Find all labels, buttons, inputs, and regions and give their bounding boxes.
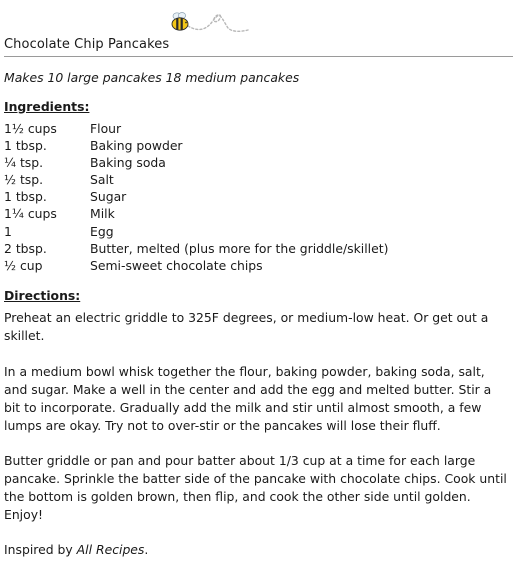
ingredient-name: Milk (90, 206, 115, 222)
credit-prefix: Inspired by (4, 542, 77, 557)
direction-step: In a medium bowl whisk together the flour, baking powder, baking soda, salt, and sugar. Make a well in the center and add the egg and melted butter. Stir a bit to incorporate. Gradually add the milk and stir until almost smooth, a few lumps are okay. Try not to over-stir or the pancakes will lose their fluff. (4, 364, 492, 433)
ingredient-row (4, 137, 504, 154)
ingredient-quantity: 1 (4, 223, 12, 239)
ingredient-quantity: 1¼ cups (4, 206, 57, 222)
ingredient-name: Flour (90, 121, 122, 136)
ingredient-row (4, 257, 504, 274)
ingredient-quantity: 1 tbsp. (4, 189, 47, 205)
ingredient-name: Butter, melted (plus more for the griddle/skillet) (90, 240, 389, 256)
recipe-title: Chocolate Chip Pancakes (4, 37, 170, 52)
ingredient-quantity: 2 tbsp. (4, 240, 47, 256)
ingredient-name: Egg (90, 223, 114, 239)
ingredient-quantity: ½ cup (4, 257, 43, 273)
ingredient-row (4, 171, 504, 188)
ingredient-quantity: 1½ cups (4, 121, 57, 136)
title-divider (4, 56, 513, 57)
direction-step: Butter griddle or pan and pour batter about 1/3 cup at a time for each large pancake. Sprinkle the batter side of the pancake with chocolate chips. Cook until the bottom is golden brown, then flip, and cook the other side until golden. Enjoy! (4, 453, 507, 522)
ingredient-row (4, 154, 504, 171)
direction-step: Preheat an electric griddle to 325F degrees, or medium-low heat. Or get out a skillet. (4, 310, 489, 343)
ingredients-heading: Ingredients: (4, 99, 90, 114)
ingredient-row (4, 120, 504, 137)
ingredient-quantity: ½ tsp. (4, 172, 44, 188)
ingredient-name: Salt (90, 172, 114, 188)
ingredient-row (4, 240, 504, 257)
credit-source: All Recipes (76, 542, 145, 557)
ingredient-name: Baking soda (90, 155, 166, 171)
ingredient-row (4, 205, 504, 222)
ingredients-list (4, 120, 504, 274)
credit-suffix: . (144, 542, 149, 557)
ingredient-quantity: 1 tbsp. (4, 138, 47, 154)
ingredient-name: Baking powder (90, 138, 183, 154)
bee-icon (170, 8, 250, 36)
ingredient-name: Semi-sweet chocolate chips (90, 257, 263, 273)
directions-heading: Directions: (4, 288, 81, 303)
ingredient-name: Sugar (90, 189, 127, 205)
ingredient-row (4, 188, 504, 205)
ingredient-quantity: ¼ tsp. (4, 155, 44, 171)
recipe-credit (4, 542, 148, 557)
recipe-yield: Makes 10 large pancakes 18 medium pancakes (4, 70, 300, 85)
ingredient-row (4, 223, 504, 240)
